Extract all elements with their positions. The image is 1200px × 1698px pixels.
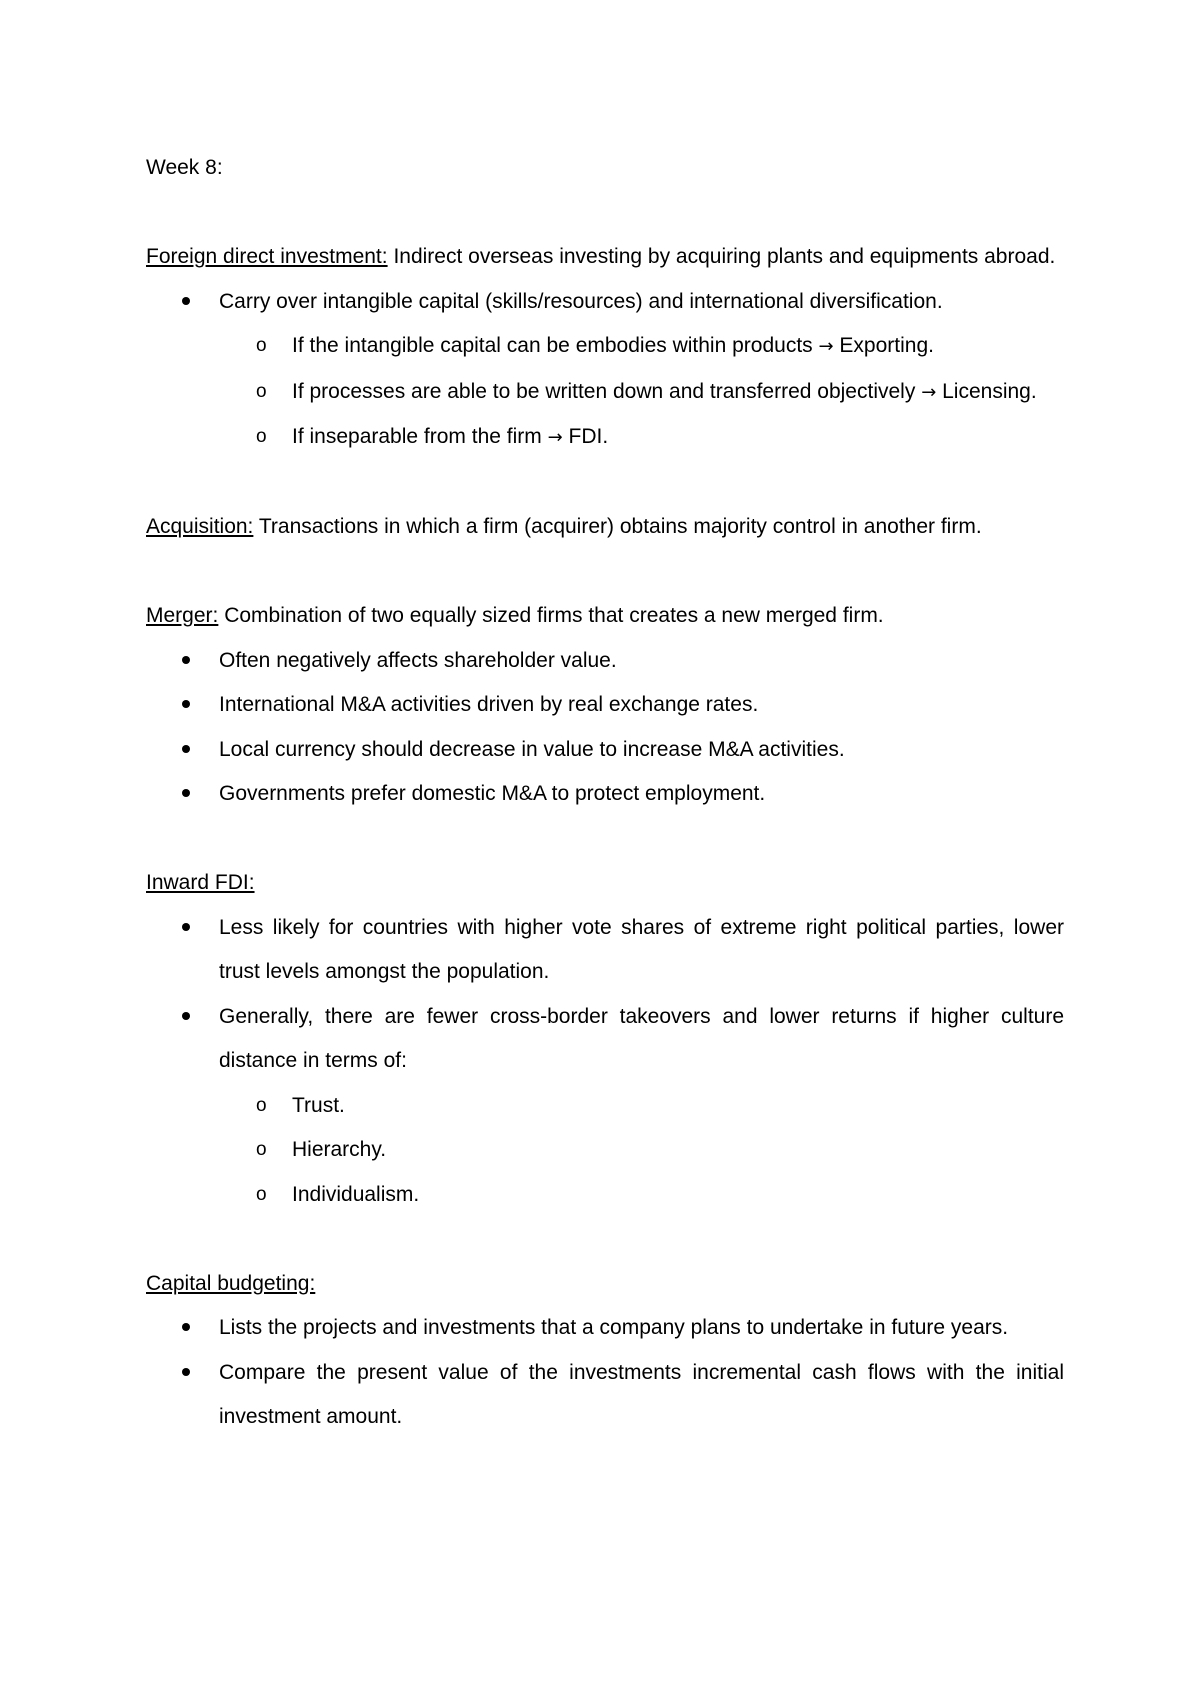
- fdi-sub-list: [146, 324, 1064, 461]
- spacer: [146, 1217, 1064, 1262]
- list-item: [146, 639, 1064, 684]
- spacer: [146, 461, 1064, 506]
- spacer: [146, 817, 1064, 862]
- sub-item-text: Individualism.: [292, 1182, 420, 1206]
- sub-list-item: [146, 370, 1064, 416]
- sub-item-result: Exporting.: [833, 334, 934, 357]
- list-item: [146, 1351, 1064, 1440]
- acquisition-definition: Transactions in which a firm (acquirer) obtains majority control in another firm.: [253, 515, 982, 538]
- right-arrow-icon: →: [921, 381, 937, 403]
- circle-bullet-icon: o: [256, 380, 267, 402]
- fdi-definition: Indirect overseas investing by acquiring plants and equipments abroad.: [387, 245, 1056, 268]
- sub-list-item: [146, 1084, 1064, 1129]
- page-title: Week 8:: [146, 156, 223, 179]
- capital-budgeting-bullet-text: Compare the present value of the investments incremental cash flows with the initial investment amount.: [219, 1360, 1064, 1428]
- spacer: [146, 550, 1064, 595]
- acquisition-heading: Acquisition:: [146, 515, 254, 538]
- sub-item-text: If the intangible capital can be embodies within products: [292, 334, 813, 357]
- merger-bullet-text: Governments prefer domestic M&A to protect employment.: [219, 782, 766, 805]
- fdi-bullet-list: [146, 280, 1064, 325]
- list-item: [146, 683, 1064, 728]
- merger-heading: Merger:: [146, 604, 219, 627]
- sub-item-text: If processes are able to be written down and transferred objectively: [292, 379, 916, 403]
- inward-fdi-sub-list: [146, 1084, 1064, 1218]
- circle-bullet-icon: o: [256, 1094, 267, 1116]
- merger-bullet-list: [146, 639, 1064, 817]
- sub-item-result: Licensing.: [936, 379, 1037, 403]
- inward-fdi-bullet-text: Less likely for countries with higher vote shares of extreme right political parties, lower trust levels amongst the population.: [219, 915, 1064, 983]
- merger-paragraph: [146, 594, 1064, 639]
- merger-bullet-text: Local currency should decrease in value to increase M&A activities.: [219, 737, 845, 761]
- sub-list-item: [146, 1173, 1064, 1218]
- circle-bullet-icon: o: [256, 426, 267, 447]
- capital-budgeting-bullet-text: Lists the projects and investments that a company plans to undertake in future years.: [219, 1316, 1009, 1339]
- list-item: [146, 995, 1064, 1084]
- inward-fdi-heading: Inward FDI:: [146, 871, 255, 894]
- fdi-definition-paragraph: [146, 235, 1064, 280]
- merger-definition: Combination of two equally sized firms that creates a new merged firm.: [218, 604, 884, 627]
- sub-item-text: Hierarchy.: [292, 1138, 387, 1161]
- inward-fdi-paragraph: [146, 861, 1064, 906]
- list-item: [146, 280, 1064, 325]
- merger-bullet-text: International M&A activities driven by real exchange rates.: [219, 693, 759, 716]
- capital-budgeting-bullet-list: [146, 1306, 1064, 1440]
- merger-bullet-text: Often negatively affects shareholder value.: [219, 648, 617, 672]
- list-item: [146, 728, 1064, 773]
- sub-item-text: If inseparable from the firm: [292, 425, 542, 448]
- circle-bullet-icon: o: [256, 1183, 267, 1205]
- list-item: [146, 1306, 1064, 1351]
- capital-budgeting-heading: Capital budgeting:: [146, 1271, 316, 1295]
- inward-fdi-bullet-list: [146, 906, 1064, 1084]
- right-arrow-icon: →: [547, 427, 563, 448]
- sub-list-item: [146, 324, 1064, 370]
- fdi-heading: Foreign direct investment:: [146, 245, 388, 268]
- sub-item-text: Trust.: [292, 1093, 345, 1117]
- sub-list-item: [146, 415, 1064, 461]
- list-item: [146, 772, 1064, 817]
- inward-fdi-bullet-text: Generally, there are fewer cross-border takeovers and lower returns if higher culture distance in terms of:: [219, 1004, 1064, 1072]
- spacer: [146, 191, 1064, 236]
- list-item: [146, 906, 1064, 995]
- fdi-bullet-text: Carry over intangible capital (skills/resources) and international diversification.: [219, 289, 943, 313]
- circle-bullet-icon: o: [256, 1139, 267, 1160]
- capital-budgeting-paragraph: [146, 1262, 1064, 1307]
- sub-list-item: [146, 1128, 1064, 1173]
- acquisition-paragraph: [146, 505, 1064, 550]
- circle-bullet-icon: o: [256, 335, 267, 356]
- sub-item-result: FDI.: [562, 425, 609, 448]
- right-arrow-icon: →: [818, 336, 834, 357]
